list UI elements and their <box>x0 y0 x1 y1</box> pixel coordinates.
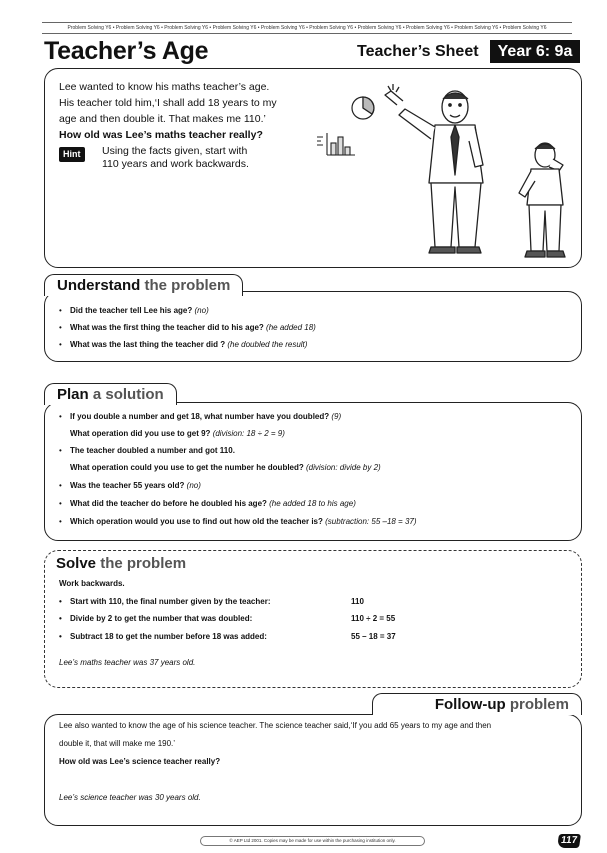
intro-question: How old was Lee’s maths teacher really? <box>59 129 263 141</box>
intro-line: Lee wanted to know his maths teacher’s age. <box>59 81 270 93</box>
hint-line: Using the facts given, start with <box>102 145 248 157</box>
plan-item: What operation could you use to get the number he doubled? (division: divide by 2) <box>70 463 381 472</box>
year-badge: Year 6: 9a <box>490 40 580 63</box>
intro-box <box>44 68 582 268</box>
solve-step: • Subtract 18 to get the number before 18 was added: 55 – 18 = 37 <box>59 632 396 641</box>
solve-step: • Start with 110, the final number given by the teacher: 110 <box>59 597 364 606</box>
followup-line: Lee also wanted to know the age of his science teacher. The science teacher said,‘If you add 65 years to my age and then <box>59 721 492 730</box>
plan-item: • Was the teacher 55 years old? (no) <box>59 481 201 490</box>
teacher-and-pupil-illustration <box>305 75 575 265</box>
followup-answer: Lee’s science teacher was 30 years old. <box>59 793 201 802</box>
intro-line: His teacher told him,‘I shall add 18 years to my <box>59 97 277 109</box>
followup-question: How old was Lee’s science teacher really? <box>59 757 221 766</box>
followup-line: double it, that will make me 190.’ <box>59 739 176 748</box>
plan-item: What operation did you use to get 9? (division: 18 ÷ 2 = 9) <box>70 429 285 438</box>
followup-heading: Follow-up problem <box>372 693 582 715</box>
bar-chart-icon <box>317 133 355 155</box>
copyright-footer: © AEP Ltd 2001. Copies may be made for use within the purchasing institution only. <box>200 836 425 846</box>
plan-section <box>44 402 582 541</box>
understand-item: • What was the last thing the teacher did ? (he doubled the result) <box>59 340 308 349</box>
pie-chart-icon <box>352 97 374 119</box>
plan-item: • What did the teacher do before he doubled his age? (he added 18 to his age) <box>59 499 356 508</box>
plan-item: • The teacher doubled a number and got 110. <box>59 446 235 455</box>
hint-text <box>102 145 302 171</box>
solve-intro: Work backwards. <box>59 579 125 588</box>
teacher-figure <box>385 84 483 253</box>
page-number: 117 <box>557 834 581 848</box>
hint-badge: Hint <box>59 147 85 162</box>
understand-section <box>44 291 582 362</box>
understand-heading: Understand the problem <box>44 274 243 296</box>
top-banner-strip: Problem Solving Y6 • Problem Solving Y6 • Problem Solving Y6 • Problem Solving Y6 • Problem Solving Y6 • Problem Solving Y6 • Problem Solving Y6 • Problem Solving Y6 • Problem Solving Y6 • Problem Solving Y6 <box>42 22 572 34</box>
intro-text <box>59 79 299 143</box>
hint-line: 110 years and work backwards. <box>102 158 249 170</box>
sheet-label: Teacher’s Sheet <box>357 43 479 60</box>
understand-item: • What was the first thing the teacher did to his age? (he added 18) <box>59 323 316 332</box>
understand-item: • Did the teacher tell Lee his age? (no) <box>59 306 209 315</box>
plan-item: • If you double a number and get 18, what number have you doubled? (9) <box>59 412 342 421</box>
pupil-figure <box>519 143 565 257</box>
solve-heading: Solve the problem <box>56 555 187 572</box>
plan-heading: Plan a solution <box>44 383 177 405</box>
solve-step: • Divide by 2 to get the number that was doubled: 110 ÷ 2 = 55 <box>59 614 396 623</box>
followup-section <box>44 714 582 826</box>
page-title: Teacher’s Age <box>44 37 209 65</box>
intro-line: age and then double it. That makes me 110.’ <box>59 113 266 125</box>
plan-item: • Which operation would you use to find out how old the teacher is? (subtraction: 55 –18 = 37) <box>59 517 417 526</box>
solve-answer: Lee’s maths teacher was 37 years old. <box>59 658 196 667</box>
